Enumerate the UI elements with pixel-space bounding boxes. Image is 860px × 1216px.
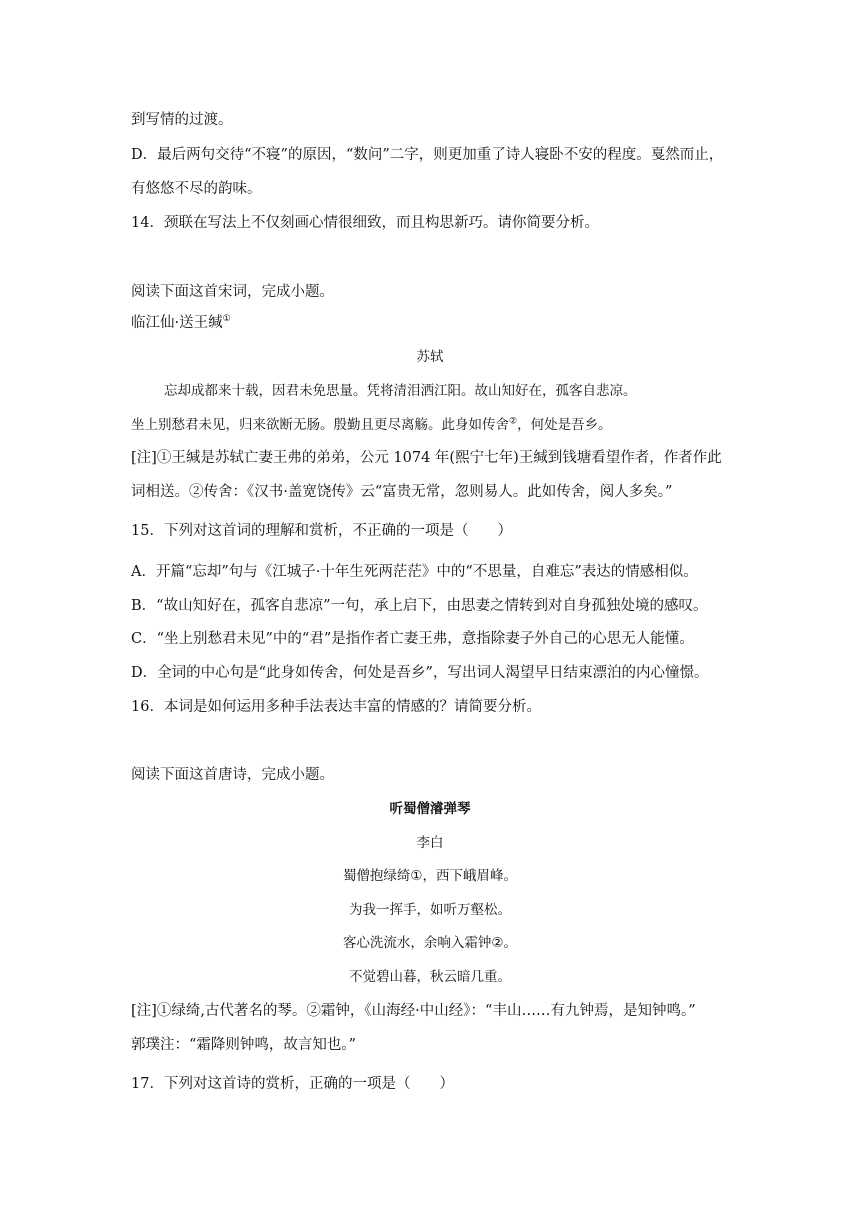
footnote-marker-2: ②	[509, 416, 518, 427]
poem3-title: 听蜀僧濬弹琴	[389, 801, 471, 817]
question-16: 16．本词是如何运用多种手法表达丰富的情感的？请简要分析。	[131, 699, 541, 715]
poem2-line2: 坐上别愁君未见，归来欲断无肠。殷勤且更尽离觞。此身如传舍②，何处是吾乡。	[131, 416, 612, 433]
poem3-intro: 阅读下面这首唐诗，完成小题。	[131, 767, 334, 783]
q13-option-d-line1: D．最后两句交待“不寝”的原因，“数问”二字，则更加重了诗人寝卧不安的程度。戛然而止，	[131, 147, 724, 163]
poem3-note-line2: 郭璞注：“霜降则钟鸣，故言知也。”	[131, 1037, 357, 1053]
footnote-marker-1: ①	[222, 314, 231, 325]
question-14: 14．颈联在写法上不仅刻画心情很细致，而且构思新巧。请你简要分析。	[131, 215, 599, 231]
poem3-line1: 蜀僧抱绿绮①，西下峨眉峰。	[342, 868, 518, 884]
poem3-note-line1: [注]①绿绮,古代著名的琴。②霜钟，《山海经·中山经》：“丰山……有九钟焉，是知钟鸣。”	[131, 1003, 696, 1019]
poem3-author: 李白	[416, 835, 444, 851]
poem3-line2: 为我一挥手，如听万壑松。	[349, 902, 511, 918]
poem2-note-line2: 词相送。②传舍：《汉书·盖宽饶传》云“富贵无常，忽则易人。此如传舍，阅人多矣。”	[131, 484, 673, 500]
poem2-title: 临江仙·送王缄①	[131, 314, 231, 331]
question-17: 17．下列对这首诗的赏析，正确的一项是（ ）	[131, 1076, 454, 1092]
poem3-line3: 客心洗流水，余响入霜钟②。	[342, 935, 518, 951]
question-15-option-d: D．全词的中心句是“此身如传舍，何处是吾乡”，写出词人渴望早日结束漂泊的内心憧憬。	[131, 665, 709, 681]
question-15-option-c: C．“坐上别愁君未见”中的“君”是指作者亡妻王弗，意指除妻子外自己的心思无人能懂。	[131, 631, 694, 647]
question-15-stem: 15．下列对这首词的理解和赏析，不正确的一项是（ ）	[131, 523, 512, 539]
poem3-line4: 不觉碧山暮，秋云暗几重。	[349, 969, 511, 985]
question-15-option-a: A．开篇“忘却”句与《江城子·十年生死两茫茫》中的“不思量，自难忘”表达的情感相似。	[131, 564, 698, 580]
poem2-line1: 忘却成都来十载，因君未免思量。凭将清泪洒江阳。故山知好在，孤客自悲凉。	[164, 383, 637, 399]
poem2-intro: 阅读下面这首宋词，完成小题。	[131, 284, 334, 300]
poem2-author: 苏轼	[416, 349, 444, 365]
q13-option-d-line2: 有悠悠不尽的韵味。	[131, 181, 262, 197]
question-15-option-b: B．“故山知好在，孤客自悲凉”一句，承上启下，由思妻之情转到对自身孤独处境的感叹。	[131, 598, 708, 614]
q13-option-c-end: 到写情的过渡。	[131, 112, 233, 128]
poem2-note-line1: [注]①王缄是苏轼亡妻王弗的弟弟，公元 1074 年(熙宁七年)王缄到钱塘看望作者，作者作此	[131, 450, 722, 466]
